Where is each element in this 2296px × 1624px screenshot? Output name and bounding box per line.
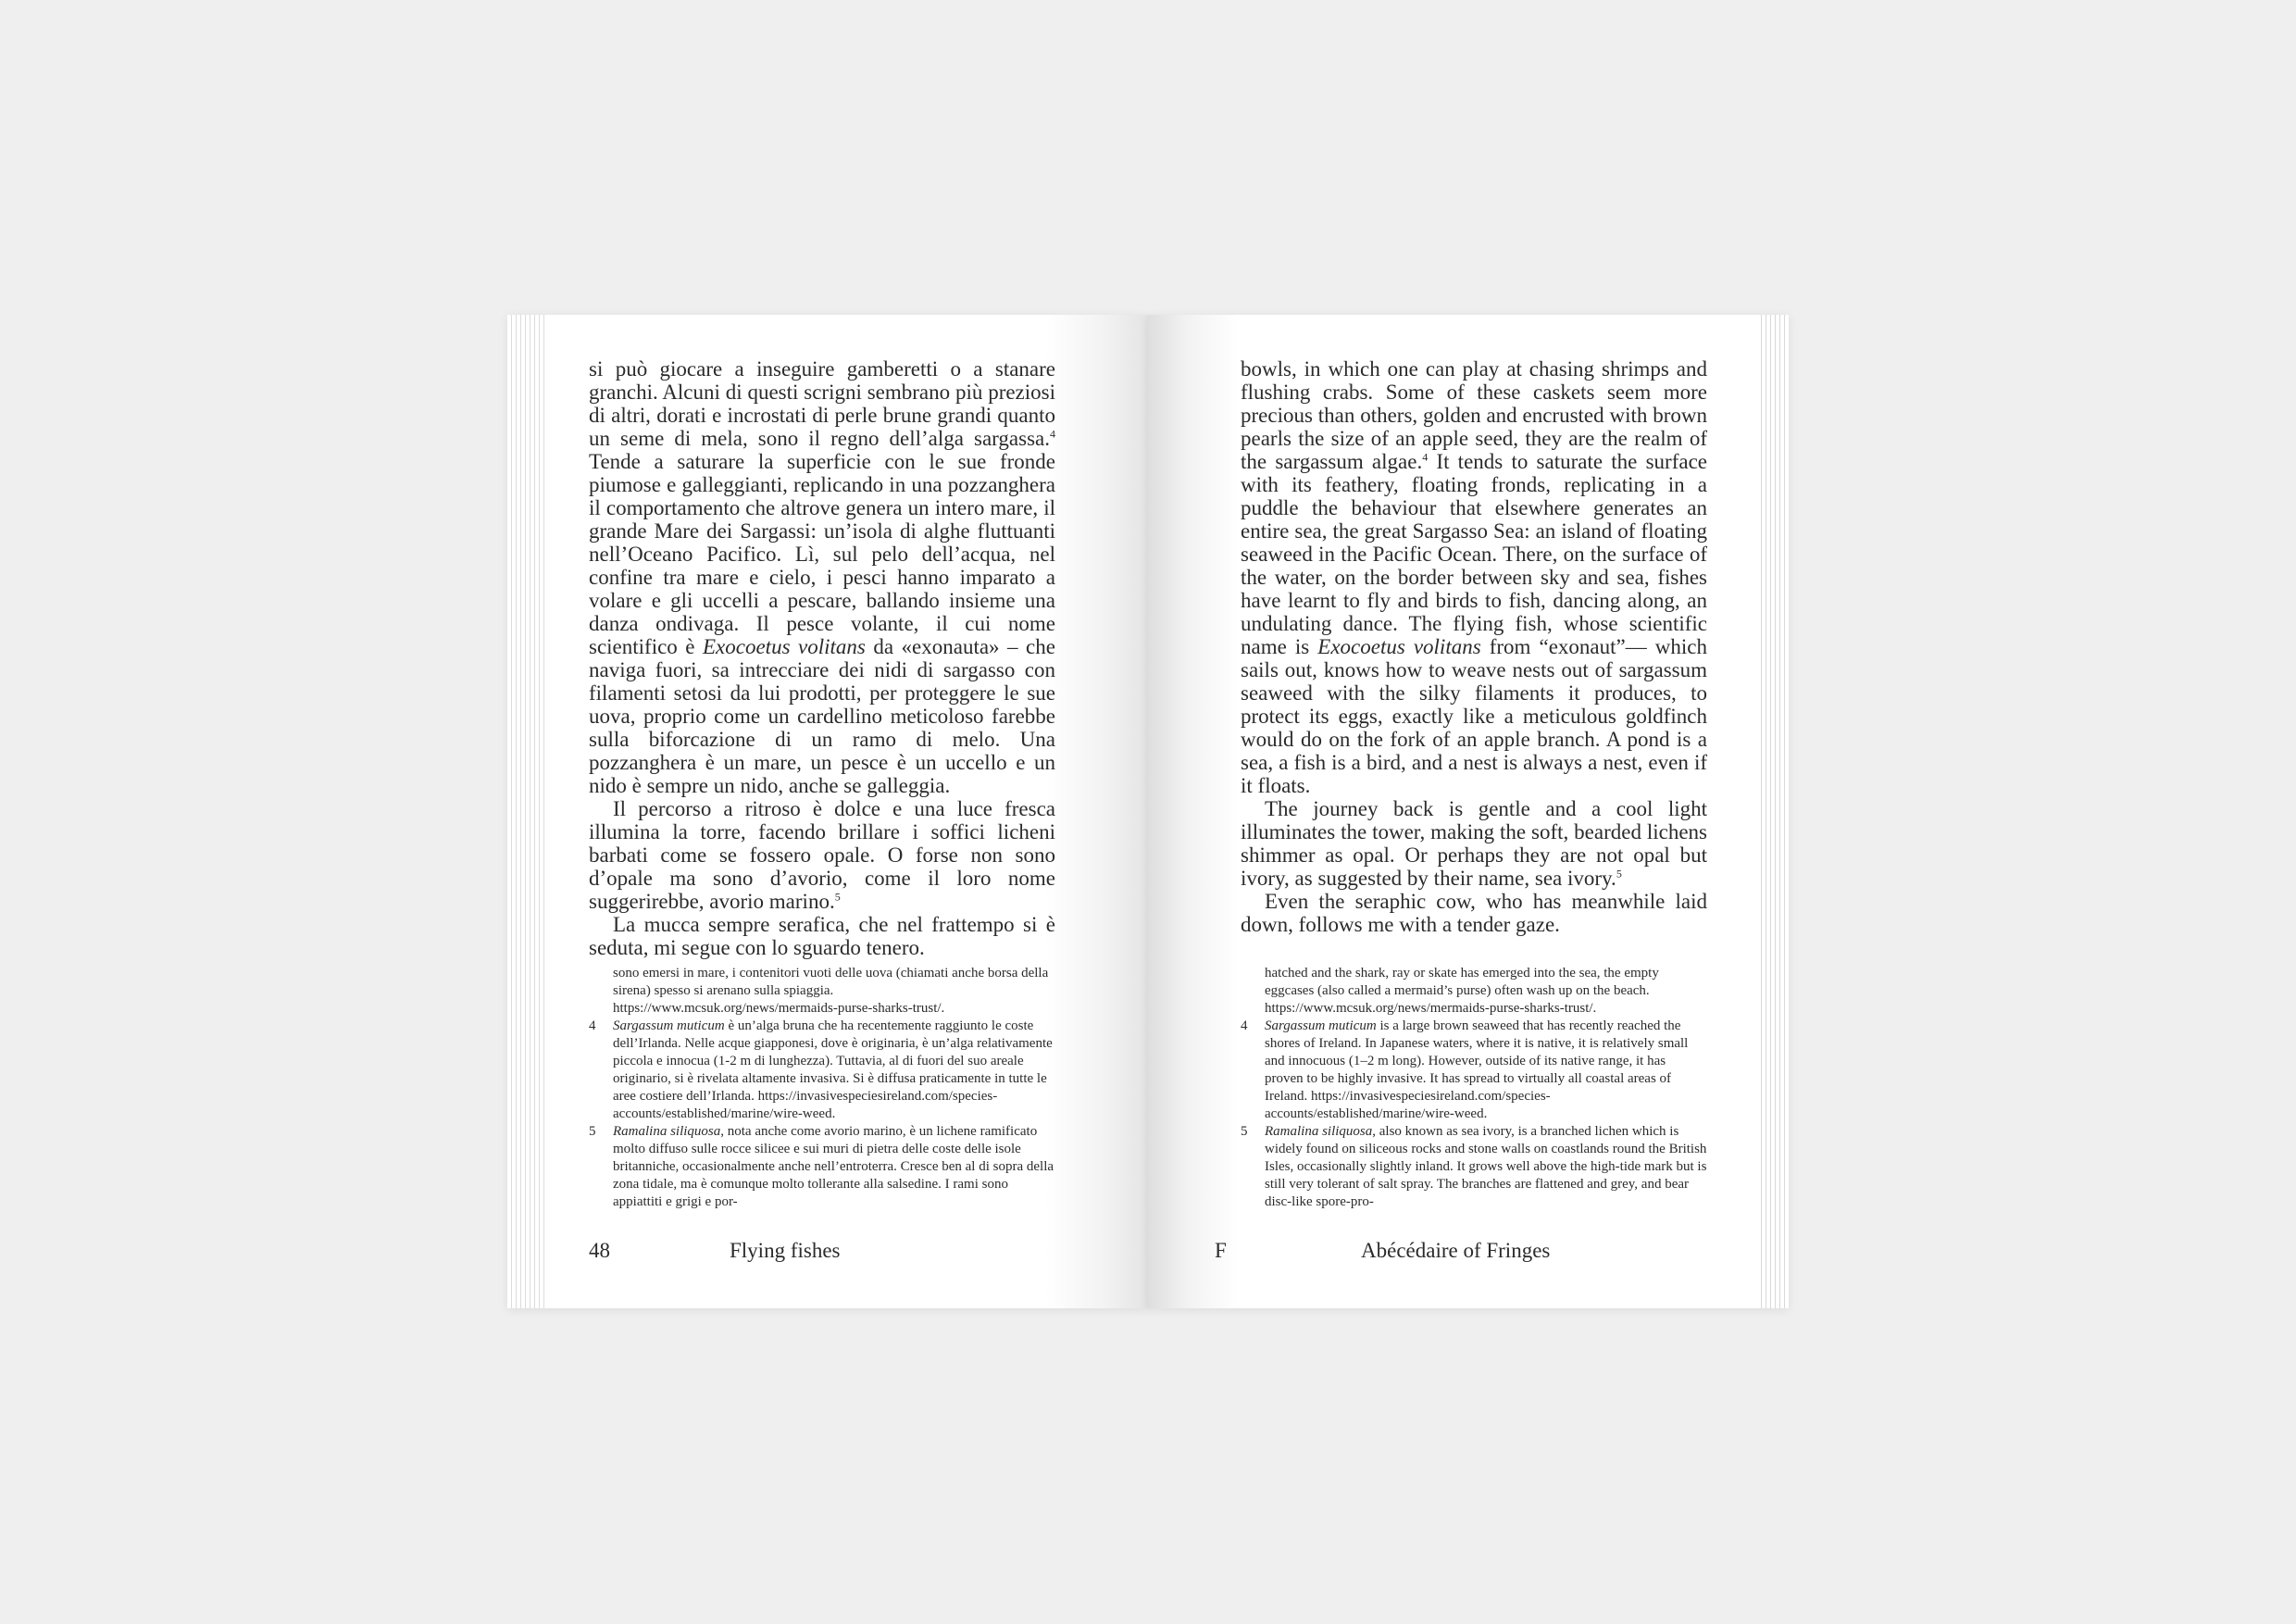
running-title: Abécédaire of Fringes (1361, 1239, 1551, 1262)
footnote-ref: 4 (1422, 450, 1429, 464)
left-footnotes (589, 965, 1055, 1211)
italic-term: Exocoetus volitans (703, 635, 866, 658)
paragraph: si può giocare a inseguire gamberetti o a stanare granchi. Alcuni di questi scrigni sembrano più preziosi di altri, dorati e incrostati di perle brune grandi quanto un seme di mela, sono il regno dell’alga sargassa.$^4$ Tende a saturare la superficie con le sue fronde piumose e galleggianti, replicando in una pozzanghera il comportamento che altrove genera un intero mare, il grande Mare dei Sargassi: un’isola di alghe fluttuanti nell’Oceano Pacifico. Lì, sul pelo dell’acqua, nel confine tra mare e cielo, i pesci hanno imparato a volare e gli uccelli a pescare, ballando insieme una danza ondivaga. Il pesce volante, il cui nome scientifico è Exocoetus volitans da «exonauta» – che naviga fuori, sa intrecciare dei nidi di sargasso con filamenti setosi da lui prodotti, per proteggere le sue uova, proprio come un cardellino meticoloso farebbe sulla biforcazione di un ramo di melo. Una pozzanghera è un mare, un pesce è un uccello e un nido è sempre un nido, anche se galleggia. (589, 357, 1055, 797)
footnote-ref: 5 (834, 890, 841, 904)
paragraph: Even the seraphic cow, who has meanwhile laid down, follows me with a tender gaze. (1241, 890, 1707, 936)
right-footnotes (1241, 965, 1707, 1211)
right-body-text (1241, 357, 1707, 936)
footnote: sono emersi in mare, i contenitori vuoti delle uova (chiamati anche borsa della sirena) spesso si arenano sulla spiaggia. https://www.mcsuk.org/news/mermaids-purse-sharks-trust/. (613, 966, 1049, 1016)
footnote: 4 Sargassum muticum is a large brown seaweed that has recently reached the shores of Ireland. In Japanese waters, where it is native, it is relatively small and innocuous (1–2 m long). However, outside of its native range, it has proven to be highly invasive. It has spread to virtually all coastal areas of Ireland. https://invasivespeciesireland.com/species-accounts/established/marine/wire-weed. (1241, 1018, 1689, 1121)
page-edges-right (1757, 315, 1789, 1308)
running-title: Flying fishes (730, 1239, 841, 1262)
paragraph: La mucca sempre serafica, che nel frattempo si è seduta, mi segue con lo sguardo tenero. (589, 913, 1055, 959)
footnote: hatched and the shark, ray or skate has emerged into the sea, the empty eggcases (also called a mermaid’s purse) often wash up on the beach. https://www.mcsuk.org/news/mermaids-purse-sharks-trust/. (1265, 966, 1659, 1016)
left-body-text (589, 357, 1055, 959)
left-page (507, 315, 1148, 1308)
footnote-ref: 4 (1050, 427, 1055, 441)
footnote-ref: 5 (1616, 867, 1622, 881)
page-edges-left (507, 315, 544, 1308)
right-page (1148, 315, 1789, 1308)
page-letter: F (1215, 1239, 1227, 1262)
paragraph: The journey back is gentle and a cool light illuminates the tower, making the soft, bearded lichens shimmer as opal. Or perhaps they are not opal but ivory, as suggested by their name, sea ivory.$^5$ (1241, 797, 1707, 890)
paragraph: Il percorso a ritroso è dolce e una luce fresca illumina la torre, facendo brillare i soffici licheni barbati come se fossero opale. O forse non sono d’opale ma sono d’avorio, come il loro nome suggerirebbe, avorio marino.$^5$ (589, 797, 1055, 913)
italic-term: Exocoetus volitans (1317, 635, 1481, 658)
footnote: 5 Ramalina siliquosa, nota anche come avorio marino, è un lichene ramificato molto diffuso sulle rocce silicee e sui muri di pietra delle coste delle isole britanniche, occasionalmente anche nell’entroterra. Cresce ben al di sopra della zona tidale, ma è comunque molto tollerante alla salsedine. I rami sono appiattiti e grigi e por- (589, 1124, 1054, 1209)
page-number: 48 (589, 1239, 610, 1262)
footnote: 5 Ramalina siliquosa, also known as sea ivory, is a branched lichen which is widely found on siliceous rocks and stone walls on coastlands round the British Isles, occasionally slightly inland. It grows well above the high-tide mark but is still very tolerant of salt spray. The branches are flattened and grey, and bear disc-like spore-pro- (1241, 1124, 1707, 1209)
footnote: 4 Sargassum muticum è un’alga bruna che ha recentemente raggiunto le coste dell’Irlanda. Nelle acque giapponesi, dove è originaria, è un’alga relativamente piccola e innocua (1-2 m di lunghezza). Tuttavia, al di fuori del suo areale originario, si è rivelata altamente invasiva. Si è diffusa praticamente in tutte le aree costiere dell’Irlanda. https://invasivespeciesireland.com/species-accounts/established/marine/wire-weed. (589, 1018, 1053, 1121)
book-spread (507, 315, 1789, 1308)
paragraph: bowls, in which one can play at chasing shrimps and flushing crabs. Some of these caskets seem more precious than others, golden and encrusted with brown pearls the size of an apple seed, they are the realm of the sargassum algae.$^4$ It tends to saturate the surface with its feathery, floating fronds, replicating in a puddle the behaviour that elsewhere generates an entire sea, the great Sargasso Sea: an island of floating seaweed in the Pacific Ocean. There, on the surface of the water, on the border between sky and sea, fishes have learnt to fly and birds to fish, dancing along, an undulating dance. The flying fish, whose scientific name is Exocoetus volitans from “exonaut”— which sails out, knows how to weave nests out of sargassum seaweed with the silky filaments it produces, to protect its eggs, exactly like a meticulous goldfinch would do on the fork of an apple branch. A pond is a sea, a fish is a bird, and a nest is always a nest, even if it floats. (1241, 357, 1707, 797)
